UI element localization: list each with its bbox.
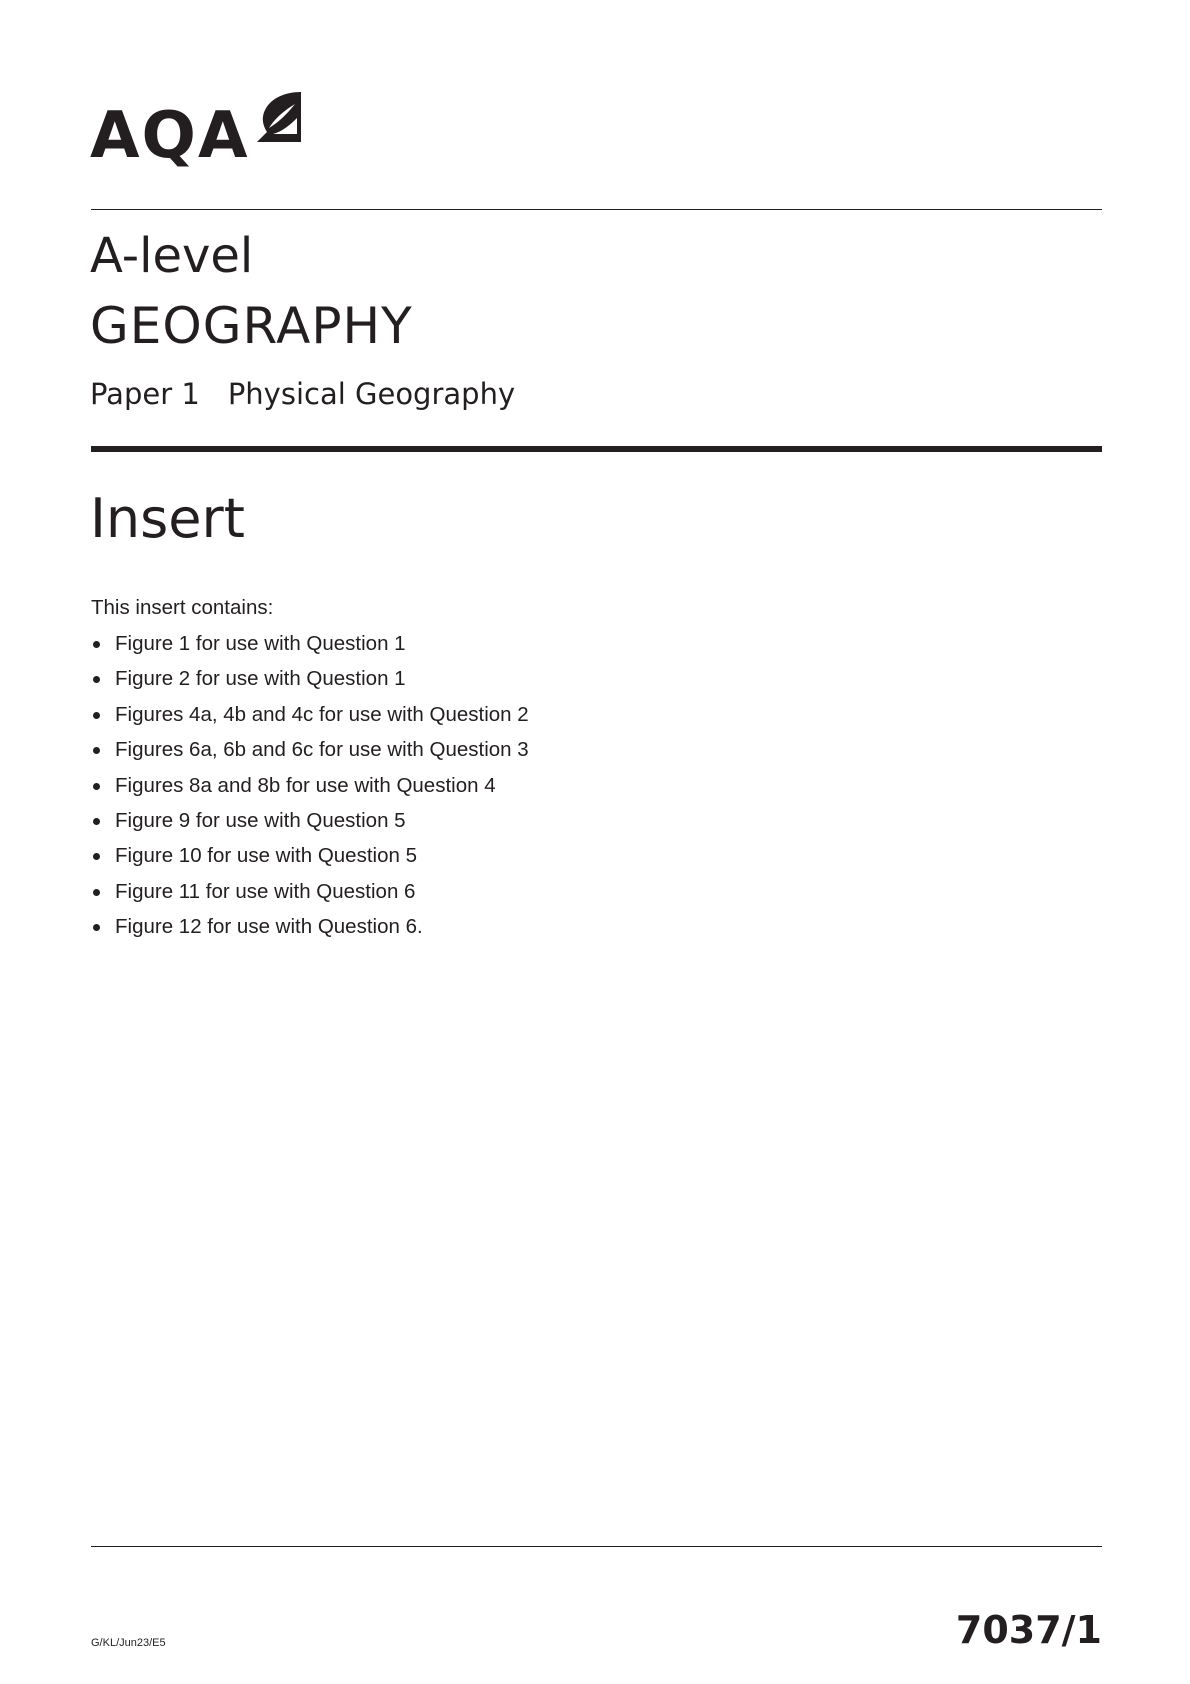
list-item: Figure 1 for use with Question 1 — [91, 631, 529, 666]
bullet-icon — [93, 818, 100, 825]
list-item: Figure 10 for use with Question 5 — [91, 843, 529, 878]
list-item: Figures 4a, 4b and 4c for use with Question 2 — [91, 702, 529, 737]
paper-title: Physical Geography — [227, 377, 516, 411]
list-item: Figure 2 for use with Question 1 — [91, 666, 529, 701]
bullet-icon — [93, 853, 100, 860]
contents-list — [91, 631, 529, 950]
list-item: Figures 8a and 8b for use with Question 4 — [91, 773, 529, 808]
qualification-level: A-level — [90, 228, 254, 284]
paper-number: Paper 1 — [90, 377, 200, 411]
paper-line — [90, 377, 516, 411]
leaf-icon — [255, 88, 303, 144]
bullet-icon — [93, 924, 100, 931]
bullet-icon — [93, 676, 100, 683]
list-item: Figure 11 for use with Question 6 — [91, 879, 529, 914]
contents-section — [91, 595, 529, 950]
logo-text: AQA — [90, 99, 250, 173]
contents-intro: This insert contains: — [91, 596, 274, 619]
list-item: Figures 6a, 6b and 6c for use with Question 3 — [91, 737, 529, 772]
bullet-icon — [93, 747, 100, 754]
bullet-icon — [93, 641, 100, 648]
document-title: Insert — [90, 487, 245, 550]
footer-reference: G/KL/Jun23/E5 — [91, 1637, 166, 1649]
paper-code: 7037/1 — [955, 1608, 1102, 1652]
bullet-icon — [93, 712, 100, 719]
footer-divider — [91, 1546, 1102, 1547]
subject-title: GEOGRAPHY — [90, 297, 413, 355]
header-divider-thick — [91, 446, 1102, 452]
bullet-icon — [93, 889, 100, 896]
header-divider-top — [91, 209, 1102, 210]
bullet-icon — [93, 783, 100, 790]
list-item: Figure 12 for use with Question 6. — [91, 914, 529, 949]
list-item: Figure 9 for use with Question 5 — [91, 808, 529, 843]
aqa-logo — [90, 88, 303, 173]
